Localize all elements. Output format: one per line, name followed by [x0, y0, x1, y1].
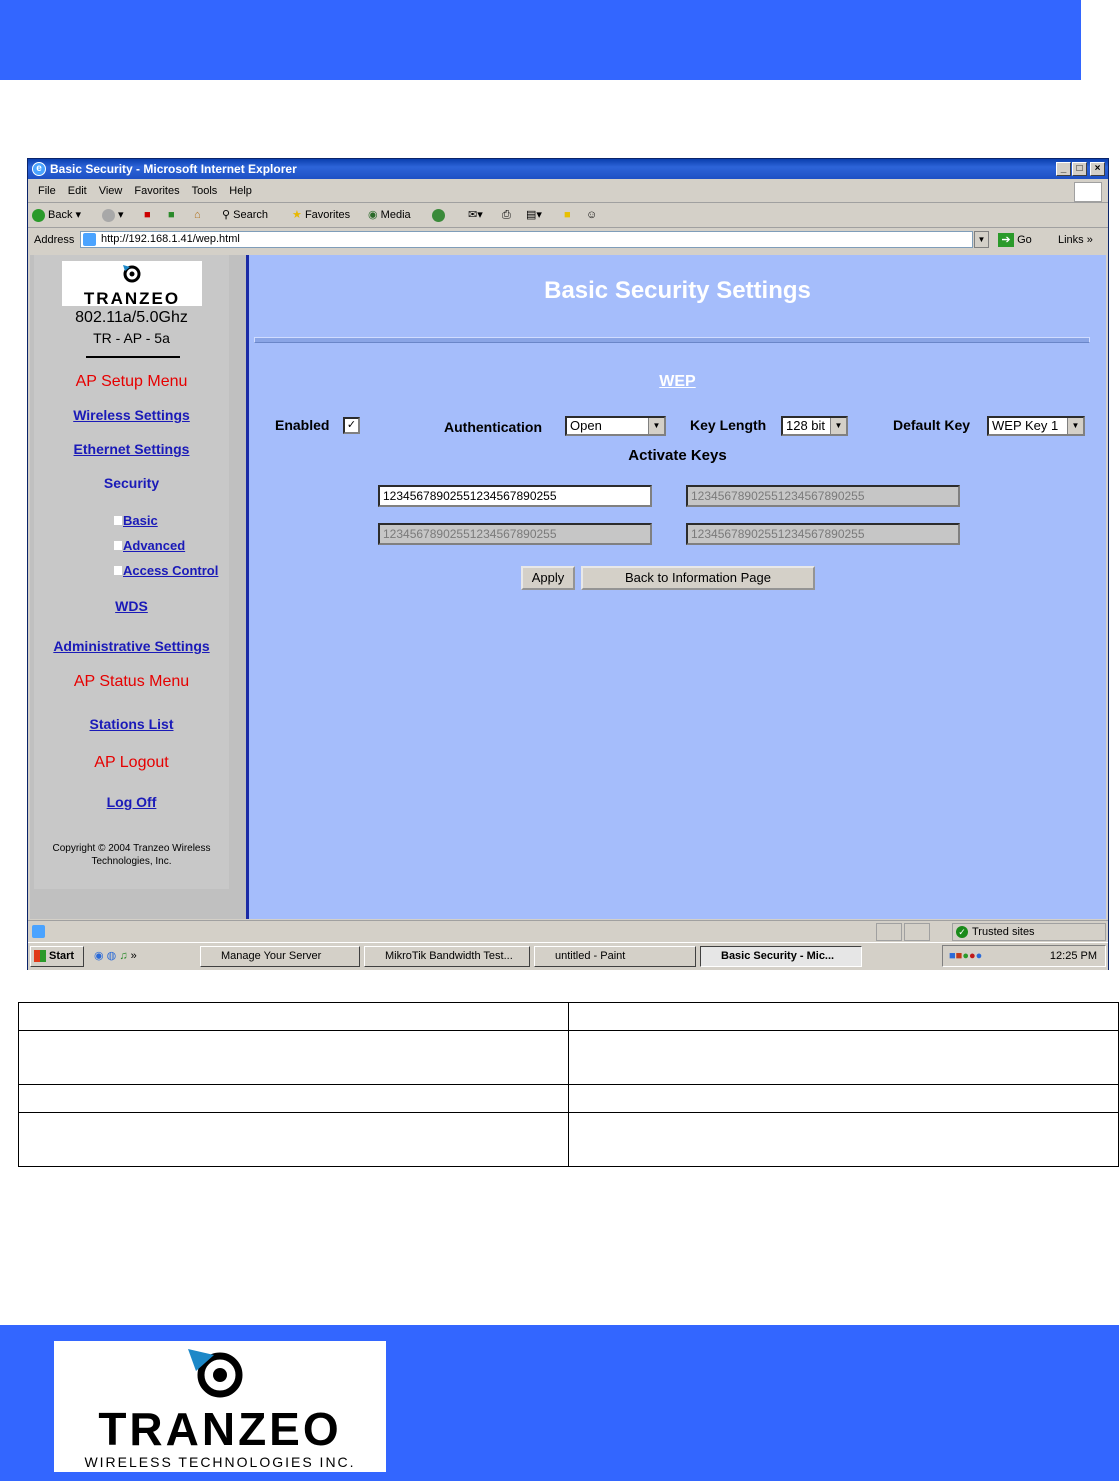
authentication-label: Authentication	[444, 419, 542, 435]
administrative-settings-link[interactable]: Administrative Settings	[53, 638, 210, 654]
task-basic-security[interactable]: Basic Security - Mic...	[700, 946, 862, 967]
footer-wordmark: TRANZEO	[98, 1403, 342, 1455]
copyright-line-2: Technologies, Inc.	[91, 856, 172, 867]
copyright-line-1: Copyright © 2004 Tranzeo Wireless	[52, 843, 211, 854]
back-to-information-button[interactable]: Back to Information Page	[581, 566, 815, 590]
enabled-label: Enabled	[275, 417, 330, 433]
advanced-link[interactable]: Advanced	[123, 538, 186, 553]
status-pane	[904, 923, 930, 941]
back-button[interactable]: Back ▾	[32, 203, 81, 227]
dropdown-arrow-icon: ▼	[1067, 418, 1083, 434]
menu-edit[interactable]: Edit	[67, 185, 87, 197]
default-key-select[interactable]	[987, 416, 1085, 436]
go-button[interactable]	[998, 228, 1032, 252]
footer-logo	[54, 1341, 386, 1472]
back-label: Back	[48, 209, 73, 221]
page-icon	[83, 233, 96, 246]
status-bar	[28, 920, 1108, 943]
menu-bar	[28, 180, 1108, 203]
home-icon[interactable]: ⌂	[194, 209, 201, 221]
key-length-label: Key Length	[690, 417, 767, 433]
dropdown-arrow-icon: ▼	[830, 418, 846, 434]
forward-button[interactable]: ▾	[102, 203, 124, 227]
ethernet-settings-link[interactable]: Ethernet Settings	[73, 441, 190, 457]
wep-key-4-input[interactable]: 12345678902551234567890255	[686, 523, 960, 545]
messenger-icon[interactable]: ☺	[586, 209, 598, 221]
system-tray	[942, 945, 1106, 967]
mail-icon[interactable]: ✉▾	[468, 209, 483, 221]
task-manage-your-server[interactable]: Manage Your Server	[200, 946, 360, 967]
start-label: Start	[49, 950, 75, 962]
address-url: http://192.168.1.41/wep.html	[101, 233, 240, 245]
ie-icon: e	[32, 162, 46, 176]
media-icon: ◉	[368, 209, 378, 221]
footer-tagline: WIRELESS TECHNOLOGIES INC.	[84, 1454, 356, 1470]
model-label: 802.11a/5.0Ghz	[75, 309, 188, 326]
tray-app-icon[interactable]: ■	[955, 950, 963, 962]
setup-menu-heading: AP Setup Menu	[75, 373, 188, 390]
media-button[interactable]	[368, 203, 411, 227]
taskbar	[28, 942, 1108, 970]
browser-window	[27, 158, 1109, 970]
tray-app-icon[interactable]: ●	[962, 950, 969, 962]
task-mikrotik[interactable]: MikroTik Bandwidth Test...	[364, 946, 530, 967]
bullet-icon	[114, 566, 122, 575]
menu-favorites[interactable]: Favorites	[134, 185, 180, 197]
favorites-button[interactable]	[292, 203, 350, 227]
wep-key-2-input[interactable]: 12345678902551234567890255	[686, 485, 960, 507]
minimize-button[interactable]: _	[1056, 162, 1071, 176]
wep-key-1-input[interactable]: 12345678902551234567890255	[378, 485, 652, 507]
zone-pane	[952, 923, 1106, 941]
default-key-label: Default Key	[893, 417, 971, 433]
menu-tools[interactable]: Tools	[191, 185, 218, 197]
menu-file[interactable]: File	[38, 185, 56, 197]
quick-launch	[94, 943, 137, 970]
page-viewport	[30, 255, 1106, 919]
stop-icon[interactable]: ■	[144, 209, 151, 221]
close-button[interactable]: ×	[1090, 162, 1105, 176]
address-input[interactable]	[80, 231, 973, 248]
menu-view[interactable]: View	[98, 185, 123, 197]
wds-link[interactable]: WDS	[115, 598, 148, 614]
main-content	[249, 255, 1106, 919]
product-label: TR - AP - 5a	[93, 330, 170, 346]
links-label: Links	[1058, 234, 1084, 246]
enabled-checkbox[interactable]	[343, 417, 360, 434]
clock: 12:25 PM	[1049, 950, 1097, 962]
go-arrow-icon: ➔	[998, 233, 1014, 247]
tray-app-icon[interactable]: ●	[975, 950, 983, 962]
address-label: Address	[34, 234, 75, 246]
back-arrow-icon	[32, 209, 45, 222]
sidebar-panel	[34, 255, 229, 889]
status-menu-heading: AP Status Menu	[73, 673, 190, 690]
document-table	[18, 1002, 1119, 1167]
search-label: Search	[233, 209, 268, 221]
history-icon[interactable]	[432, 203, 448, 227]
sidebar	[30, 255, 246, 919]
ie-quicklaunch-icon[interactable]: ◍	[106, 950, 117, 962]
table-cell	[19, 1003, 569, 1031]
trusted-sites-label: Trusted sites	[972, 926, 1035, 938]
key-length-value: 128 bit	[786, 418, 826, 433]
wep-section-heading: WEP	[659, 373, 696, 390]
windows-logo-icon	[34, 950, 46, 962]
refresh-icon[interactable]: ■	[168, 209, 175, 221]
address-dropdown-icon[interactable]: ▼	[974, 231, 989, 248]
sidebar-divider	[86, 356, 180, 358]
logout-heading: AP Logout	[94, 754, 169, 771]
window-title: Basic Security - Microsoft Internet Explorer	[50, 162, 297, 176]
bullet-icon	[114, 516, 122, 525]
go-label: Go	[1017, 234, 1032, 246]
tray-app-icon[interactable]: ●	[968, 950, 976, 962]
table-cell	[19, 1031, 569, 1085]
favorites-label: Favorites	[304, 209, 351, 221]
table-cell	[569, 1031, 1119, 1085]
network-icon[interactable]: ■	[949, 950, 956, 962]
tranzeo-logo	[62, 261, 202, 306]
media-player-icon[interactable]: ♫	[119, 950, 128, 962]
apply-button[interactable]: Apply	[521, 566, 575, 590]
logo-wordmark: TRANZEO	[83, 289, 181, 306]
more-chevron-icon[interactable]: »	[130, 950, 137, 962]
key-length-select[interactable]	[781, 416, 848, 436]
access-control-link[interactable]: Access Control	[123, 563, 219, 578]
discuss-icon[interactable]: ■	[564, 209, 571, 221]
search-button[interactable]	[222, 203, 268, 227]
window-titlebar	[28, 159, 1108, 179]
activate-keys-label: Activate Keys	[628, 447, 727, 464]
desktop-icon[interactable]: ◉	[94, 950, 104, 962]
table-cell	[569, 1113, 1119, 1167]
checkmark-icon: ✓	[346, 419, 357, 431]
basic-link[interactable]: Basic	[123, 513, 158, 528]
print-icon[interactable]: ⎙	[502, 209, 511, 221]
table-cell	[569, 1085, 1119, 1113]
table-cell	[19, 1113, 569, 1167]
trusted-check-icon: ✓	[956, 926, 968, 938]
edit-icon[interactable]: ▤▾	[526, 209, 542, 221]
windows-flag-icon	[1074, 182, 1102, 202]
links-button[interactable]: Links »	[1058, 234, 1093, 246]
bullet-icon	[114, 541, 122, 550]
media-label: Media	[380, 209, 411, 221]
menu-help[interactable]: Help	[229, 185, 252, 197]
page-title: Basic Security Settings	[544, 277, 811, 304]
maximize-button[interactable]: □	[1072, 162, 1087, 176]
forward-arrow-icon	[102, 209, 115, 222]
search-icon: ⚲	[222, 209, 231, 221]
stations-list-link[interactable]: Stations List	[89, 716, 174, 732]
start-button[interactable]	[30, 946, 84, 967]
authentication-select[interactable]	[565, 416, 666, 436]
dropdown-arrow-icon: ▼	[648, 418, 664, 434]
top-header-band	[0, 0, 1081, 80]
security-label: Security	[103, 475, 160, 491]
table-cell	[569, 1003, 1119, 1031]
address-bar	[28, 228, 1108, 252]
star-icon: ★	[292, 209, 302, 221]
log-off-link[interactable]: Log Off	[106, 794, 157, 810]
wep-key-3-input[interactable]: 12345678902551234567890255	[378, 523, 652, 545]
authentication-value: Open	[570, 418, 602, 433]
task-paint[interactable]: untitled - Paint	[534, 946, 696, 967]
table-cell	[19, 1085, 569, 1113]
wireless-settings-link[interactable]: Wireless Settings	[73, 407, 190, 423]
page-status-icon	[32, 925, 45, 938]
title-rule	[254, 337, 1090, 343]
status-pane	[876, 923, 902, 941]
default-key-value: WEP Key 1	[992, 418, 1059, 433]
toolbar	[28, 203, 1108, 228]
